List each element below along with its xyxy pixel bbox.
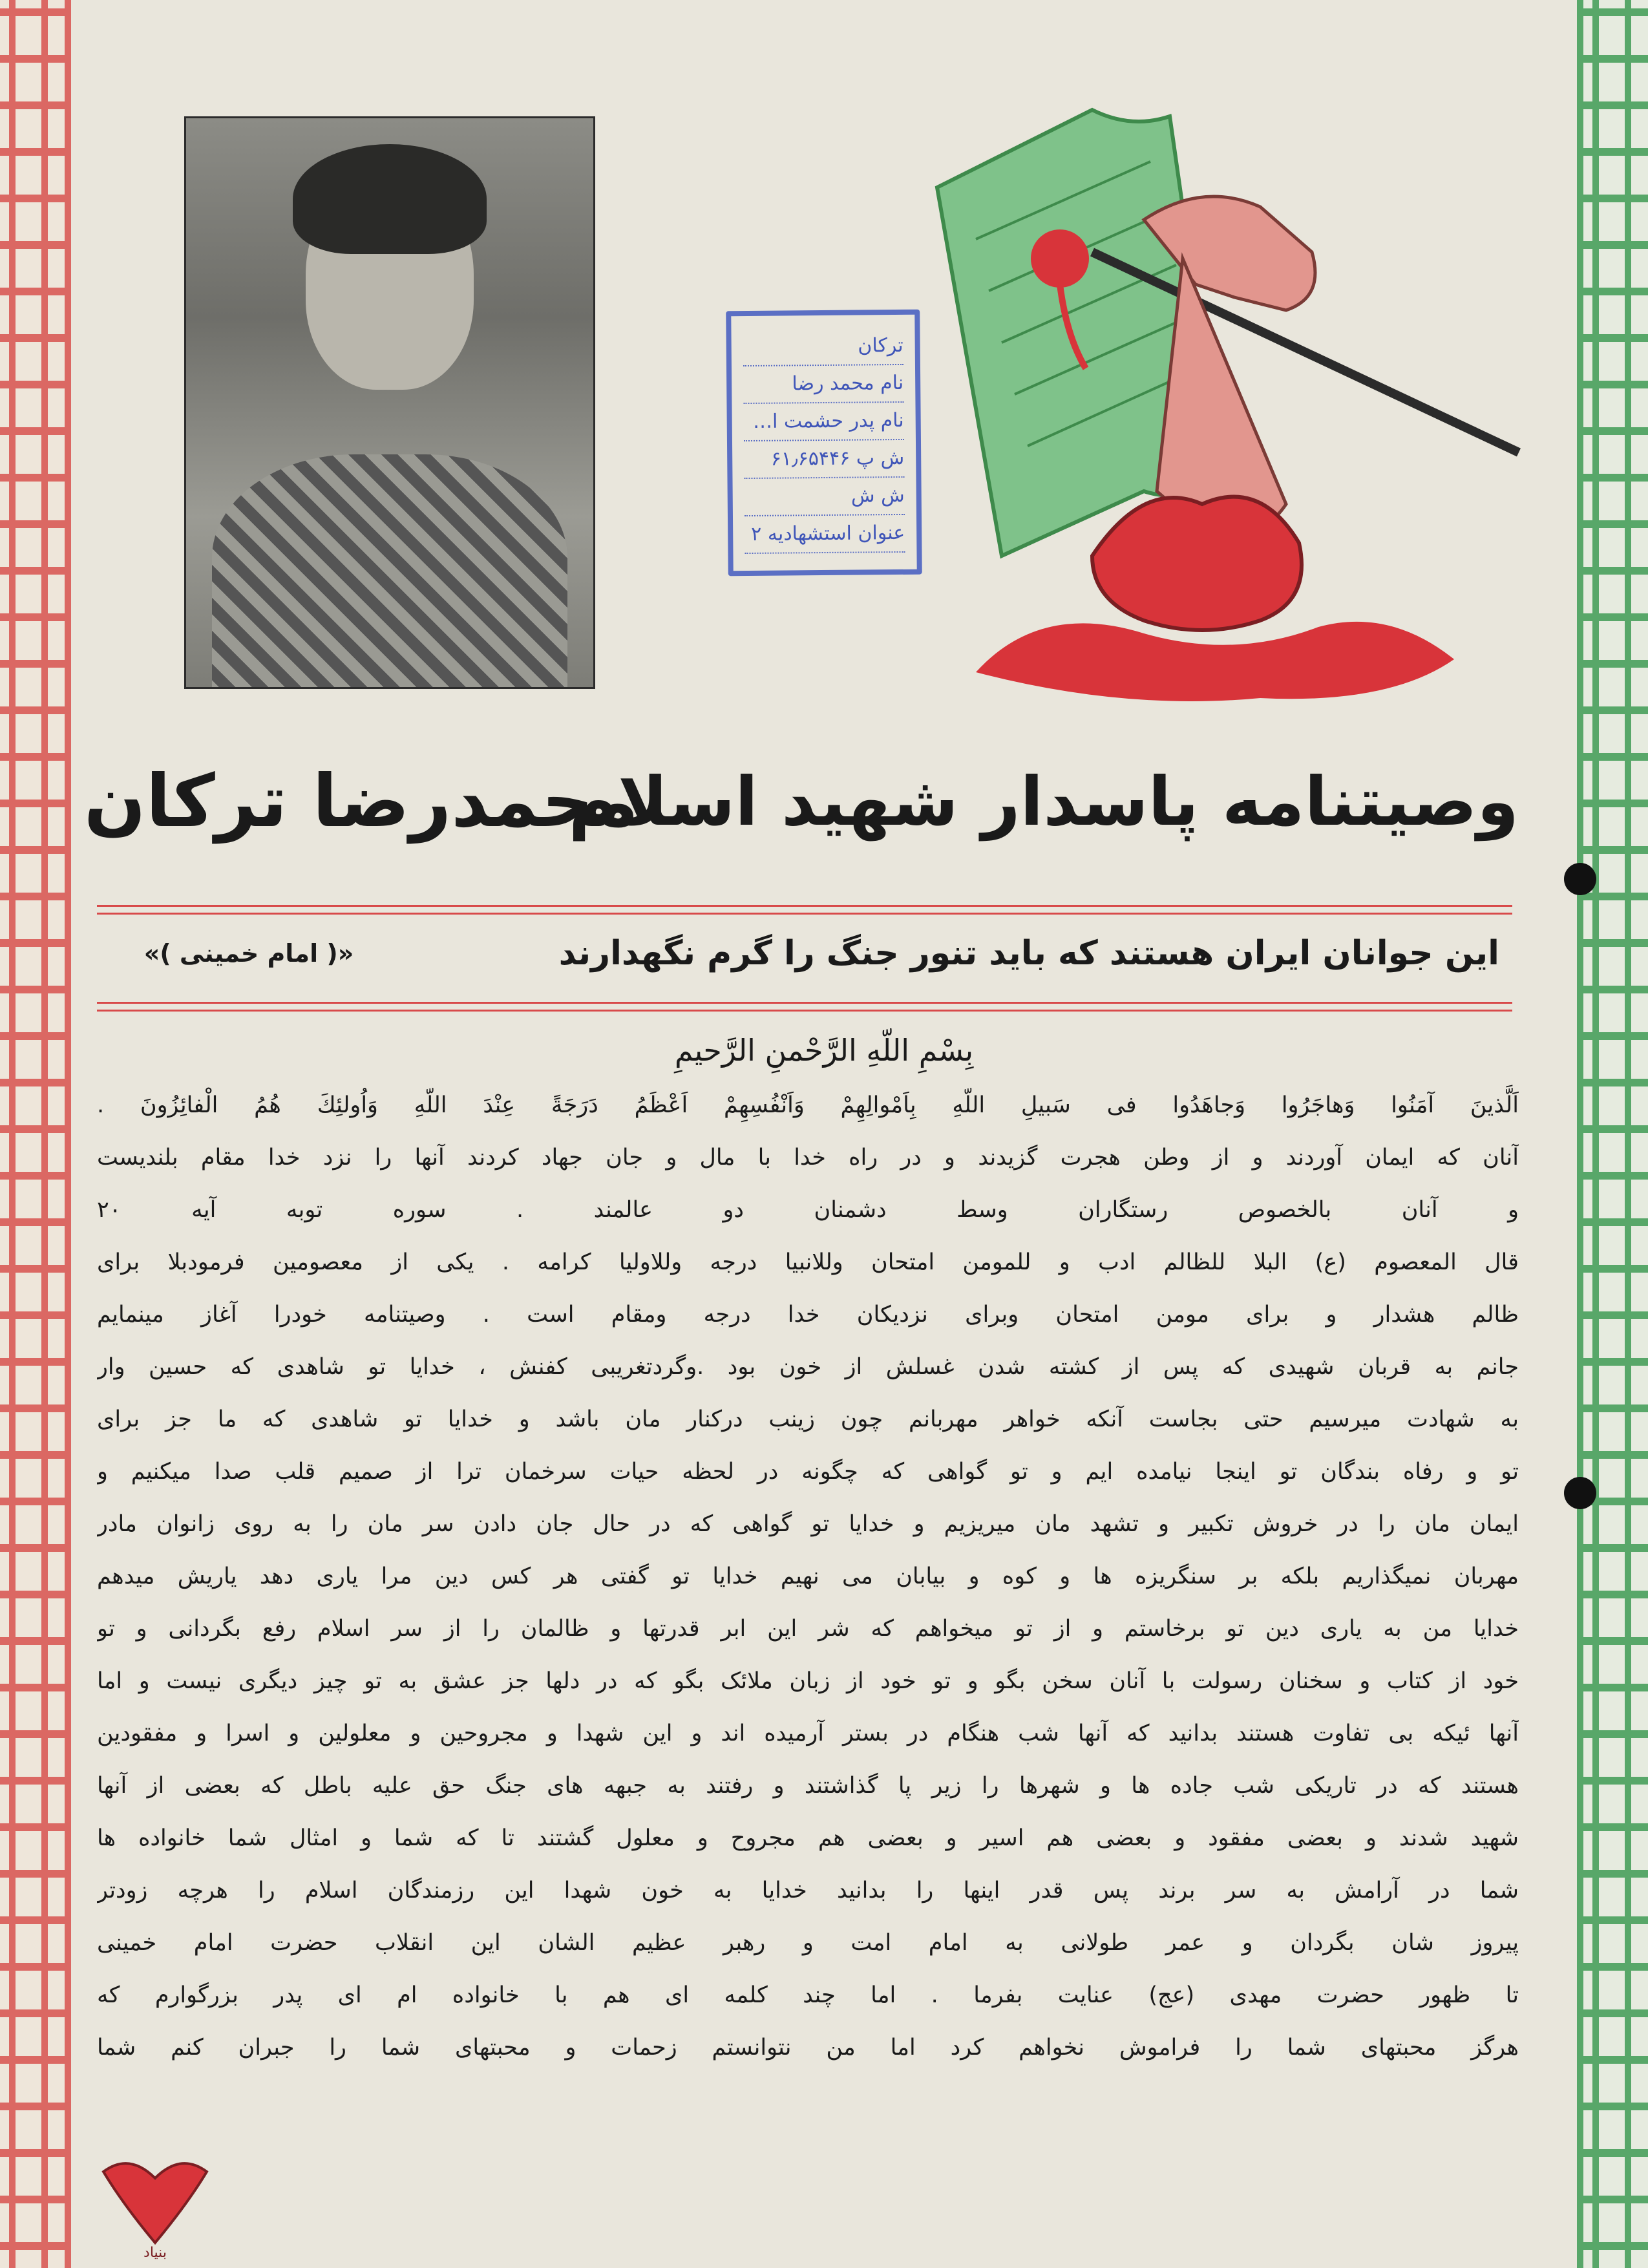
right-decorative-border: [1577, 0, 1648, 2268]
bismillah: بِسْمِ اللّهِ الرَّحْمنِ الرَّحیمِ: [674, 1033, 974, 1068]
text-line: تو و رفاه بندگان تو اینجا نیامده ایم و تو گواهی که چگونه در لحظه حیات سرخمان ترا از صمیم قلب صدا میکنیم و: [97, 1459, 1519, 1485]
stamp-line: ترکان: [743, 328, 903, 366]
stamp-line: نام محمد رضا: [743, 365, 903, 404]
hand-writing-illustration: [898, 90, 1551, 711]
text-line: به شهادت میرسیم حتی بجاست آنکه خواهر مهربانم چون زینب درکنار مان باشد و خدایا تو شاهدی که ما جز برای: [97, 1406, 1519, 1432]
text-line: خود از کتاب و سخنان رسولت با آنان سخن بگو و تو خود از زبان ملائک بگو که در دلها جز عشق به تو چیز دیگری نیست و اما: [97, 1668, 1519, 1694]
punch-hole: [1564, 1477, 1596, 1509]
record-stamp: [726, 310, 922, 577]
document-title: وصیتنامه پاسدار شهید اسلام: [568, 762, 1519, 841]
text-line: هستند که در تاریکی شب جاده ها و شهرها را زیر پا گذاشتند و رفتند به جبهه های جنگ حق علیه باطل که بعضی از آنها: [97, 1773, 1519, 1799]
text-line: ظالم هشدار و برای مومن امتحان وبرای نزدیکان خدا درجه ومقام است . وصیتنامه خودرا آغاز مینمایم: [97, 1302, 1519, 1328]
testament-body: [97, 1079, 1519, 2074]
stamp-line: نام پدر حشمت ا…: [743, 403, 903, 441]
text-line: خدایا من به یاری دین تو برخاستم و از تو میخواهم که شر این ابر قدرتها و ظالمان را از سر اسلام رفع بگردانی و تو: [97, 1616, 1519, 1642]
text-line: تا ظهور حضرت مهدی (عج) عنایت بفرما . اما چند کلمه ای هم با خانواده ام ای پدر بزرگوارم که: [97, 1982, 1519, 2008]
text-line: مهربان نمیگذاریم بلکه بر سنگریزه ها و کوه و بیابان می نهیم خدایا تو گفتی هر کس دین مرا یاری دهد یاریش میدهم: [97, 1563, 1519, 1589]
text-line: قال المعصوم (ع) البلا للظالم ادب و للمومن امتحان وللانبیا درجه وللاولیا کرامه . یکی از معصومین فرمودبلا برای: [97, 1249, 1519, 1275]
text-line: آنها ئیکه بی تفاوت هستند بدانید که آنها شب هنگام در بستر آرمیده اند و این شهدا و مجروحین و معلولین و اسرا و مفقودین: [97, 1721, 1519, 1746]
stamp-line: ش پ ۶۱٫۶۵۴۴۶: [744, 440, 904, 479]
quote-attribution: «( امام خمینی )»: [143, 939, 354, 968]
text-line: جانم به قربان شهیدی که پس از کشته شدن غسلش از خون بود .وگردتغریبی کفنش ، خدایا تو شاهدی که حسین وار: [97, 1354, 1519, 1380]
text-line: شهید شدند و بعضی مفقود و بعضی هم اسیر و بعضی هم مجروح و معلول گشتند تا که شما و امثال شما خانواده ها: [97, 1825, 1519, 1851]
martyr-name: محمدرضا ترکان: [84, 759, 639, 843]
punch-hole: [1564, 863, 1596, 895]
left-decorative-border: [0, 0, 71, 2268]
text-line: شما در آرامش به سر برند پس قدر اینها را بدانید خدایا به خون شهدا این رزمندگان اسلام را هرچه زودتر: [97, 1878, 1519, 1903]
text-line: ایمان مان را در خروش تکبیر و تشهد مان میریزیم و خدایا تو گواهی که در حال جان دادن سر مان را به روی زانوان مادر: [97, 1511, 1519, 1537]
text-line: هرگز محبتهای شما را فراموش نخواهم کرد اما من نتوانستم زحمات و محبتهای شما را جبران کنم شما: [97, 2035, 1519, 2061]
portrait-photo: [184, 116, 595, 689]
text-line: پیروز شان بگردان و عمر طولانی به امام امت و رهبر عظیم الشان این انقلاب حضرت امام خمینی: [97, 1930, 1519, 1956]
quote-text: این جوانان ایران هستند که باید تنور جنگ را گرم نگهدارند: [558, 934, 1499, 973]
emblem-caption: بنیاد: [143, 2245, 167, 2261]
text-line: آنان که ایمان آوردند و از وطن هجرت گزیدند و در راه خدا با مال و جان جهاد کردند آنها را نزد خدا مقام بلندیست: [97, 1145, 1519, 1171]
stamp-line: ش ش: [744, 478, 904, 516]
stamp-line: عنوان استشهادیه ۲: [745, 515, 905, 554]
text-line: اَلَّذینَ آمَنُوا وَهاجَرُوا وَجاهَدُوا فی سَبیلِ اللّهِ بِاَمْوالِهِمْ وَاَنْفُسِهِمْ اَعْظَمُ دَرَجَةً عِنْدَ اللّهِ وَاُولئِكَ هُمُ الْفائِزُونَ .: [97, 1092, 1519, 1118]
foundation-emblem: [90, 2146, 220, 2262]
text-line: و آنان بالخصوص رستگاران وسط دشمنان دو عالمند . سوره توبه آیه ۲۰: [97, 1197, 1519, 1223]
